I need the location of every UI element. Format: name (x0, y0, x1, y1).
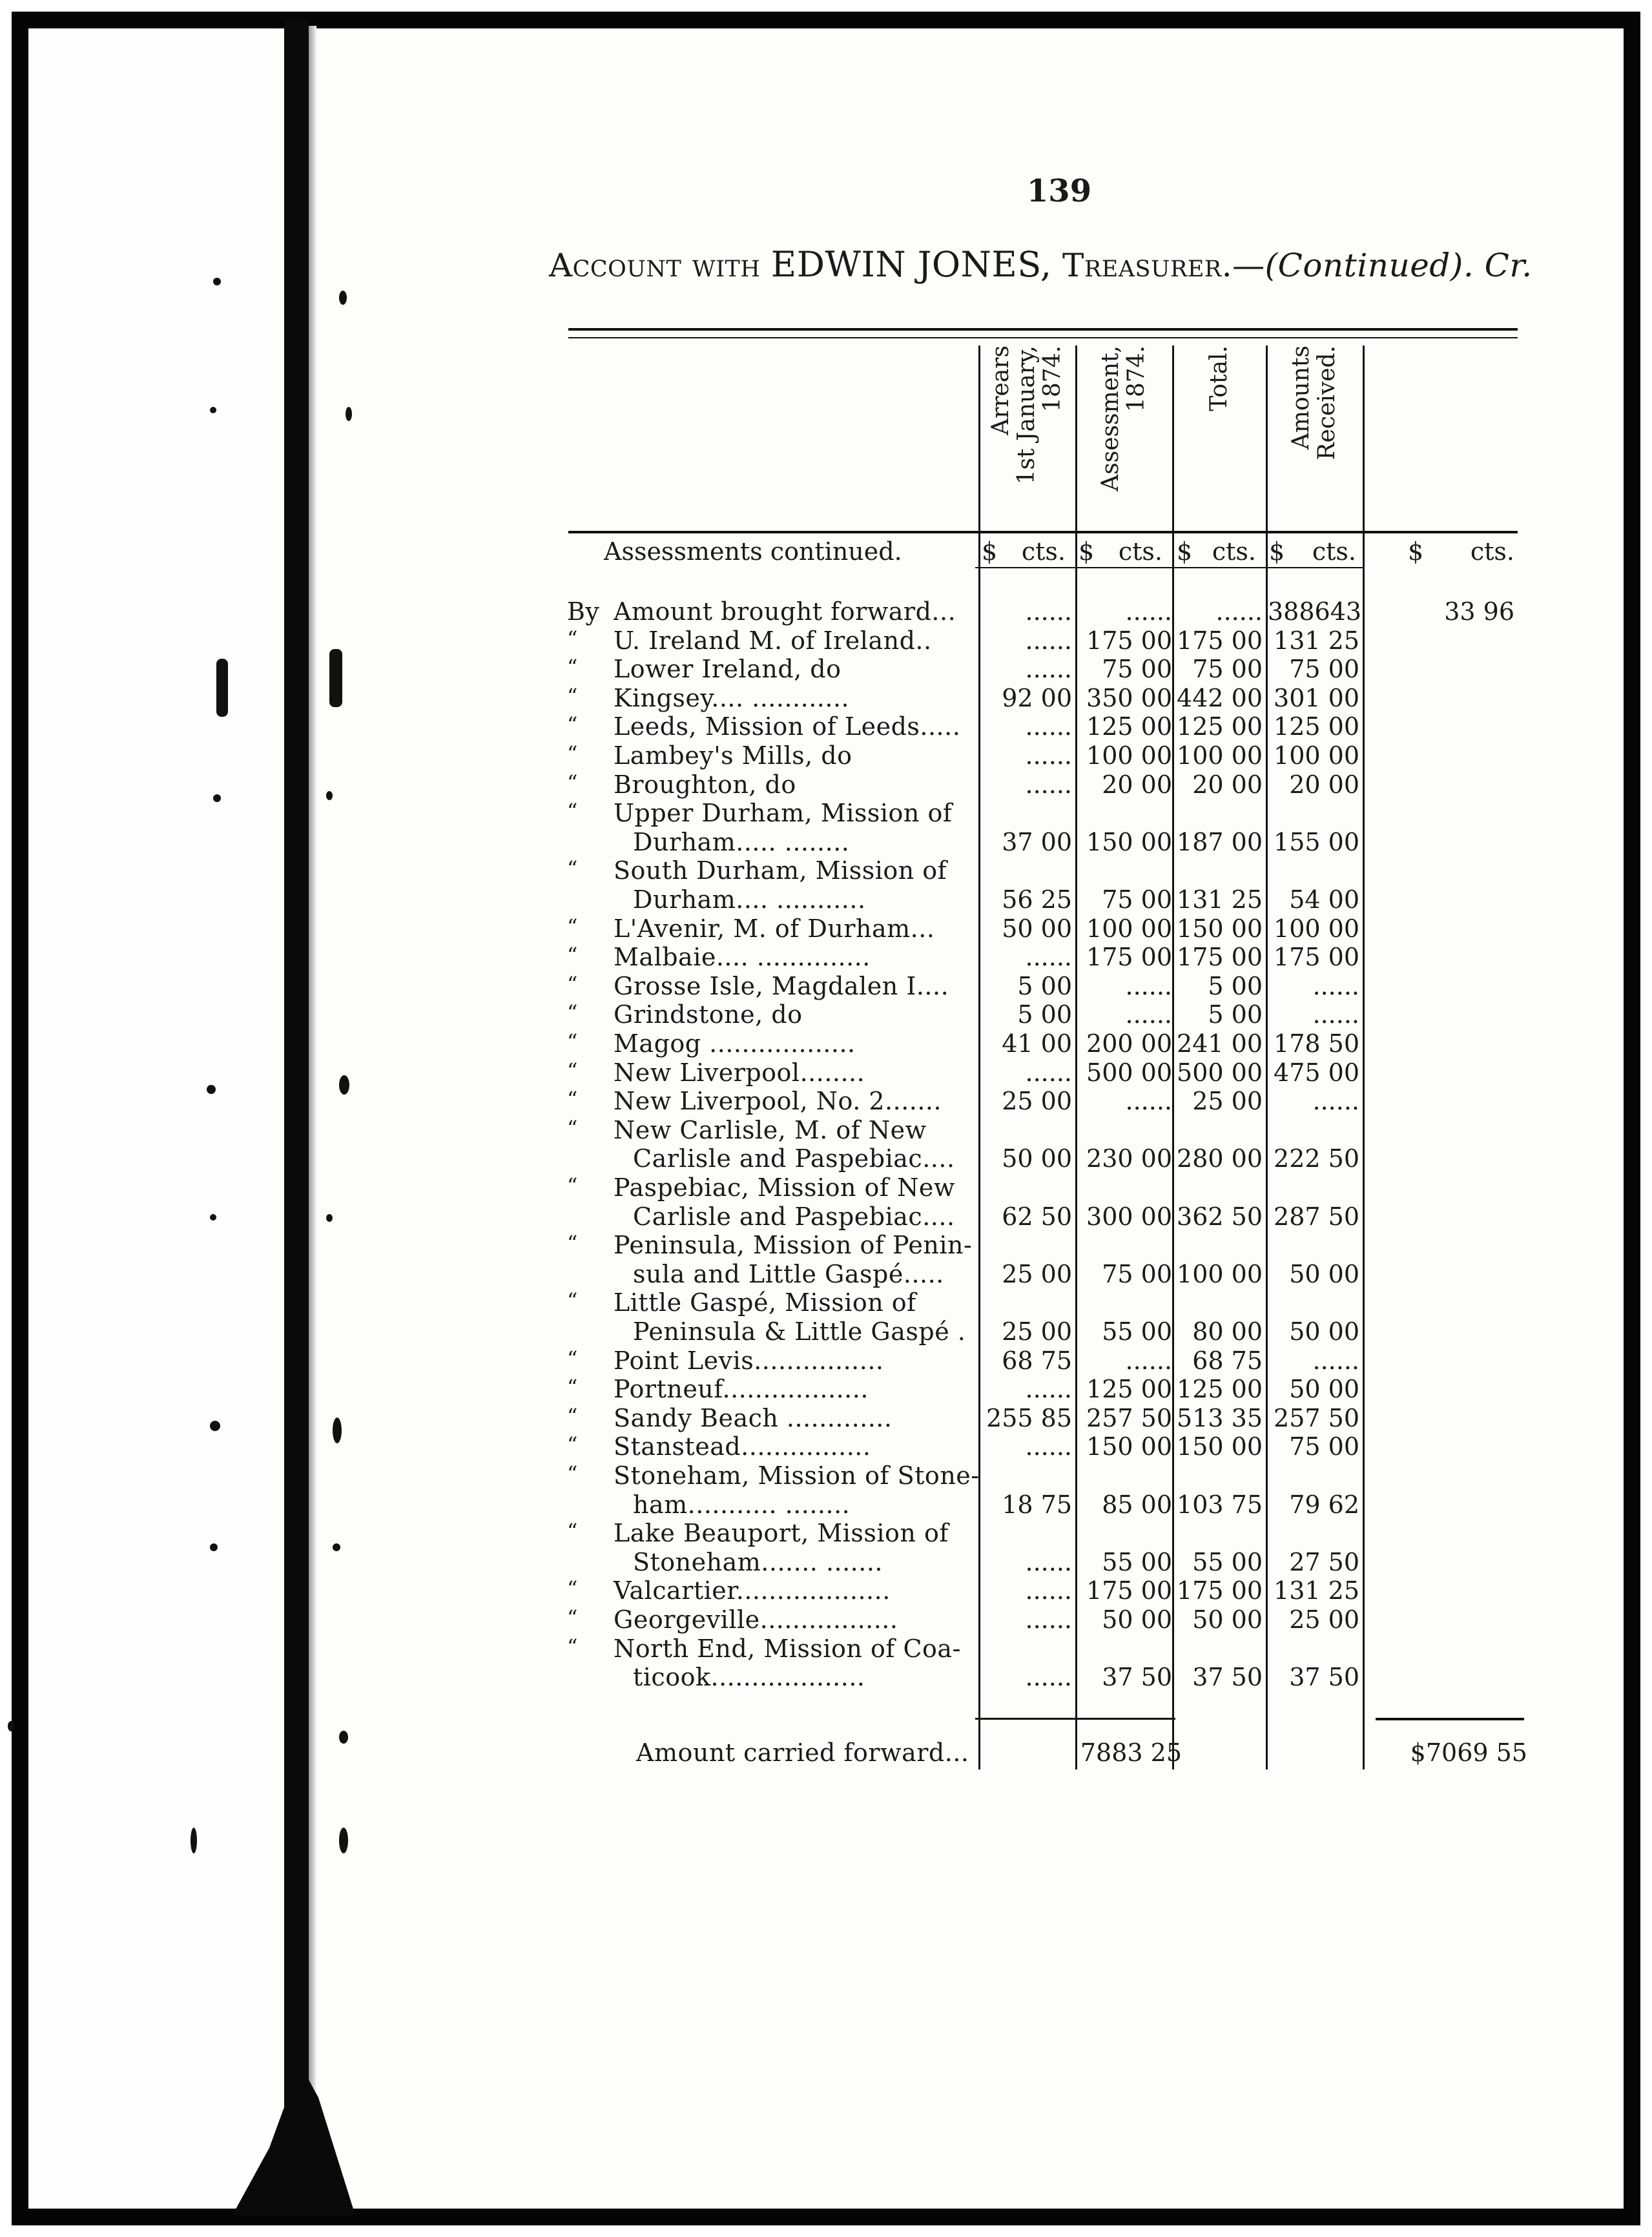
row-label: Stoneham, Mission of Stone- (614, 1461, 980, 1490)
row-label: sula and Little Gaspé..... (633, 1259, 944, 1288)
row-received-value: 50 00 (1289, 1375, 1359, 1404)
heading-prefix: Account with (549, 247, 761, 284)
row-label: Magog .................. (614, 1029, 856, 1058)
row-arrears-value: ...... (1025, 626, 1072, 655)
ink-mark (339, 1828, 348, 1853)
row-prefix: “ (567, 1605, 578, 1630)
ink-mark (213, 794, 221, 802)
row-prefix: “ (567, 943, 578, 968)
row-total-value: 25 00 (1192, 1087, 1263, 1116)
heading-name: EDWIN JONES, (770, 244, 1052, 285)
row-label: Lake Beauport, Mission of (614, 1519, 949, 1548)
ink-mark (346, 407, 352, 421)
row-received-value: 100 00 (1274, 741, 1359, 770)
row-label: South Durham, Mission of (614, 856, 947, 885)
page-heading (549, 244, 1533, 285)
row-received-value: 155 00 (1274, 827, 1359, 856)
row-label: Malbaie.... .............. (614, 943, 871, 972)
row-received-value: ...... (1312, 1346, 1359, 1375)
row-assess-value: 75 00 (1102, 655, 1172, 684)
row-label: Little Gaspé, Mission of (614, 1288, 916, 1317)
row-arrears-value: 41 00 (1002, 1029, 1072, 1058)
row-label: Sandy Beach ............. (614, 1403, 893, 1432)
currency-label: cts. (1118, 537, 1162, 566)
row-label: Durham..... ........ (633, 827, 850, 856)
row-label: New Liverpool........ (614, 1058, 865, 1087)
row-assess-value: 230 00 (1086, 1144, 1172, 1173)
currency-label: $ (1177, 537, 1193, 566)
row-label: Kingsey.... ............ (614, 683, 850, 712)
row-arrears-value: ...... (1025, 1432, 1072, 1461)
currency-label: cts. (1021, 537, 1066, 566)
row-label: Point Levis................ (614, 1346, 884, 1375)
row-arrears-value: 50 00 (1002, 1144, 1072, 1173)
row-assess-value: 37 50 (1102, 1663, 1172, 1692)
row-assess-value: 55 00 (1102, 1547, 1172, 1576)
row-label: Portneuf.................. (614, 1375, 869, 1404)
row-label: Lower Ireland, do (614, 655, 841, 684)
row-arrears-value: 255 85 (986, 1403, 1072, 1432)
row-arrears-value: 5 00 (1017, 971, 1072, 1000)
row-prefix: “ (567, 914, 578, 939)
row-arrears-value: ...... (1025, 741, 1072, 770)
row-received-value: 222 50 (1274, 1144, 1359, 1173)
row-prefix: “ (567, 1346, 578, 1371)
row-assess-value: 125 00 (1086, 712, 1172, 741)
ink-mark (339, 291, 347, 305)
row-arrears-value: 68 75 (1002, 1346, 1072, 1375)
footer-label: Amount carried forward... (636, 1738, 969, 1767)
row-assess-value: 55 00 (1102, 1317, 1172, 1346)
row-total-value: 100 00 (1177, 741, 1263, 770)
row-prefix: “ (567, 655, 578, 680)
row-assess-value: 150 00 (1086, 827, 1172, 856)
row-assess-value: 300 00 (1086, 1202, 1172, 1231)
row-total-value: 125 00 (1177, 712, 1263, 741)
row-label: Peninsula & Little Gaspé . (633, 1317, 966, 1346)
ink-mark (326, 1214, 333, 1222)
ink-mark (213, 278, 221, 285)
row-total-value: 125 00 (1177, 1375, 1263, 1404)
row-prefix: By (567, 597, 600, 626)
row-assess-value: 75 00 (1102, 885, 1172, 914)
row-prefix: “ (567, 856, 578, 881)
column-header: Total. (1206, 345, 1232, 411)
currency-label: $ (1408, 537, 1424, 566)
ink-mark (339, 1075, 349, 1095)
heading-suffix: —(Continued). Cr. (1232, 247, 1533, 284)
ink-mark (210, 1214, 216, 1221)
row-total-value: 500 00 (1177, 1058, 1263, 1087)
row-assess-value: 125 00 (1086, 1375, 1172, 1404)
row-prefix: “ (567, 1087, 578, 1112)
ink-mark (210, 407, 216, 413)
row-prefix: “ (567, 799, 578, 824)
ink-mark (8, 1721, 14, 1731)
row-arrears-value: ...... (1025, 1547, 1072, 1576)
row-total-value: 513 35 (1177, 1403, 1263, 1432)
row-assess-value: ...... (1125, 1000, 1172, 1029)
row-extra-value: 33 96 (1444, 597, 1514, 626)
ink-mark (333, 1543, 340, 1551)
row-assess-value: 150 00 (1086, 1432, 1172, 1461)
row-assess-value: 500 00 (1086, 1058, 1172, 1087)
row-prefix: “ (567, 1115, 578, 1140)
row-assess-value: 175 00 (1086, 626, 1172, 655)
section-label: Assessments continued. (604, 537, 902, 566)
row-arrears-value: 25 00 (1002, 1317, 1072, 1346)
row-label: Leeds, Mission of Leeds..... (614, 712, 961, 741)
row-assess-value: 100 00 (1086, 914, 1172, 943)
row-label: L'Avenir, M. of Durham... (614, 914, 935, 943)
column-header: Assessment, 1874. (1097, 345, 1150, 491)
row-arrears-value: 5 00 (1017, 1000, 1072, 1029)
ink-mark (333, 1417, 342, 1443)
ink-mark (210, 1421, 220, 1431)
row-label: New Liverpool, No. 2....... (614, 1087, 942, 1116)
row-total-value: 362 50 (1177, 1202, 1263, 1231)
row-prefix: “ (567, 1288, 578, 1314)
row-prefix: “ (567, 1576, 578, 1602)
row-assess-value: 175 00 (1086, 1576, 1172, 1605)
row-received-value: 178 50 (1274, 1029, 1359, 1058)
column-header: Amounts Received. (1288, 345, 1340, 460)
row-received-value: 125 00 (1274, 712, 1359, 741)
currency-label: cts. (1212, 537, 1256, 566)
ink-mark (191, 1828, 197, 1853)
row-total-value: 442 00 (1177, 683, 1263, 712)
currency-label: $ (982, 537, 998, 566)
row-prefix: “ (567, 1173, 578, 1198)
row-total-value: 175 00 (1177, 1576, 1263, 1605)
row-assess-value: ...... (1125, 1346, 1172, 1375)
row-prefix: “ (567, 683, 578, 708)
row-total-value: 5 00 (1208, 971, 1263, 1000)
row-total-value: 175 00 (1177, 943, 1263, 972)
row-received-value: 79 62 (1289, 1490, 1359, 1519)
gutter-shadow (309, 26, 316, 2209)
row-label: New Carlisle, M. of New (614, 1115, 927, 1144)
ink-mark (329, 649, 342, 707)
row-label: Upper Durham, Mission of (614, 799, 953, 828)
row-received-value: ...... (1312, 971, 1359, 1000)
footer-rule (975, 1718, 1175, 1720)
row-total-value: 50 00 (1192, 1605, 1263, 1634)
row-total-value: 175 00 (1177, 626, 1263, 655)
row-assess-value: 200 00 (1086, 1029, 1172, 1058)
row-prefix: “ (567, 770, 578, 795)
row-label: ham........... ........ (633, 1490, 851, 1519)
row-prefix: “ (567, 1634, 578, 1659)
row-label: Stoneham....... ....... (633, 1547, 883, 1576)
row-label: Grindstone, do (614, 1000, 803, 1029)
top-rule (568, 328, 1518, 331)
row-prefix: “ (567, 626, 578, 651)
row-arrears-value: 37 00 (1002, 827, 1072, 856)
row-arrears-value: 62 50 (1002, 1202, 1072, 1231)
row-total-value: 100 00 (1177, 1259, 1263, 1288)
row-received-value: ...... (1312, 1000, 1359, 1029)
row-prefix: “ (567, 1461, 578, 1486)
row-received-value: 100 00 (1274, 914, 1359, 943)
row-assess-value: 350 00 (1086, 683, 1172, 712)
footer-extra-total: $7069 55 (1410, 1738, 1527, 1767)
row-arrears-value: ...... (1025, 1576, 1072, 1605)
row-arrears-value: ...... (1025, 770, 1072, 799)
row-prefix: “ (567, 741, 578, 766)
page-number: 139 (1026, 173, 1092, 209)
row-received-value: 475 00 (1274, 1058, 1359, 1087)
row-received-value: 175 00 (1274, 943, 1359, 972)
row-arrears-value: 25 00 (1002, 1087, 1072, 1116)
row-assess-value: 257 50 (1086, 1403, 1172, 1432)
row-label: Amount brought forward... (614, 597, 956, 626)
row-received-value: 50 00 (1289, 1317, 1359, 1346)
row-label: Lambey's Mills, do (614, 741, 852, 770)
row-prefix: “ (567, 1058, 578, 1083)
row-prefix: “ (567, 1375, 578, 1400)
row-label: Grosse Isle, Magdalen I.... (614, 971, 949, 1000)
row-arrears-value: 25 00 (1002, 1259, 1072, 1288)
row-total-value: 280 00 (1177, 1144, 1263, 1173)
row-received-value: 37 50 (1289, 1663, 1359, 1692)
row-total-value: 131 25 (1177, 885, 1263, 914)
row-total-value: 20 00 (1192, 770, 1263, 799)
row-received-value: 20 00 (1289, 770, 1359, 799)
row-assess-value: 75 00 (1102, 1259, 1172, 1288)
row-assess-value: ...... (1125, 597, 1172, 626)
row-arrears-value: ...... (1025, 597, 1072, 626)
row-prefix: “ (567, 1231, 578, 1256)
top-rule-thin (568, 337, 1518, 338)
ink-mark (210, 1543, 218, 1551)
currency-label: cts. (1470, 537, 1514, 566)
row-received-value: 27 50 (1289, 1547, 1359, 1576)
row-total-value: 80 00 (1192, 1317, 1263, 1346)
row-label: Carlisle and Paspebiac.... (633, 1144, 955, 1173)
row-prefix: “ (567, 971, 578, 996)
footer-rule-right (1376, 1718, 1524, 1720)
book-gutter (284, 19, 309, 2215)
row-label: Peninsula, Mission of Penin- (614, 1231, 973, 1260)
row-assess-value: 175 00 (1086, 943, 1172, 972)
row-total-value: 68 75 (1192, 1346, 1263, 1375)
row-prefix: “ (567, 712, 578, 737)
row-arrears-value: ...... (1025, 1605, 1072, 1634)
row-total-value: 150 00 (1177, 1432, 1263, 1461)
row-label: North End, Mission of Coa- (614, 1634, 961, 1663)
column-rule (1075, 345, 1077, 1769)
column-header: Arrears 1st January, 1874. (987, 345, 1066, 485)
left-page-edge (28, 28, 276, 2209)
row-prefix: “ (567, 1000, 578, 1026)
row-received-value: 257 50 (1274, 1403, 1359, 1432)
ink-mark (207, 1085, 216, 1094)
row-assess-value: 20 00 (1102, 770, 1172, 799)
row-received-value: ...... (1312, 1087, 1359, 1116)
row-label: Georgeville................. (614, 1605, 898, 1634)
row-received-value: 25 00 (1289, 1605, 1359, 1634)
row-arrears-value: ...... (1025, 1058, 1072, 1087)
row-received-value: 301 00 (1274, 683, 1359, 712)
row-total-value: 241 00 (1177, 1029, 1263, 1058)
ink-mark (326, 791, 333, 800)
currency-rule (975, 567, 1363, 568)
row-received-value: 388643 (1268, 597, 1362, 626)
row-arrears-value: 56 25 (1002, 885, 1072, 914)
row-label: Stanstead................ (614, 1432, 871, 1461)
row-arrears-value: ...... (1025, 655, 1072, 684)
row-received-value: 131 25 (1274, 626, 1359, 655)
row-label: Carlisle and Paspebiac.... (633, 1202, 955, 1231)
ink-mark (339, 1731, 348, 1744)
row-received-value: 54 00 (1289, 885, 1359, 914)
row-total-value: 75 00 (1192, 655, 1263, 684)
row-arrears-value: ...... (1025, 1375, 1072, 1404)
header-rule (568, 531, 1518, 533)
heading-role: Treasurer. (1062, 247, 1233, 284)
row-assess-value: 100 00 (1086, 741, 1172, 770)
footer-assess-total: 7883 25 (1080, 1738, 1182, 1767)
row-total-value: 37 50 (1192, 1663, 1263, 1692)
ink-mark (216, 659, 228, 717)
column-rule (1363, 345, 1365, 1769)
row-label: Broughton, do (614, 770, 796, 799)
currency-label: cts. (1312, 537, 1356, 566)
row-arrears-value: 18 75 (1002, 1490, 1072, 1519)
row-total-value: 103 75 (1177, 1490, 1263, 1519)
row-label: ticook................... (633, 1663, 865, 1692)
row-arrears-value: ...... (1025, 712, 1072, 741)
row-prefix: “ (567, 1519, 578, 1544)
row-arrears-value: ...... (1025, 1663, 1072, 1692)
row-arrears-value: ...... (1025, 943, 1072, 972)
row-received-value: 50 00 (1289, 1259, 1359, 1288)
row-label: Valcartier................... (614, 1576, 891, 1605)
currency-label: $ (1269, 537, 1285, 566)
row-label: Paspebiac, Mission of New (614, 1173, 955, 1202)
currency-label: $ (1079, 537, 1095, 566)
row-prefix: “ (567, 1432, 578, 1458)
row-arrears-value: 50 00 (1002, 914, 1072, 943)
row-assess-value: 85 00 (1102, 1490, 1172, 1519)
row-received-value: 75 00 (1289, 655, 1359, 684)
row-received-value: 75 00 (1289, 1432, 1359, 1461)
row-total-value: 187 00 (1177, 827, 1263, 856)
row-total-value: 5 00 (1208, 1000, 1263, 1029)
row-assess-value: ...... (1125, 971, 1172, 1000)
row-label: U. Ireland M. of Ireland.. (614, 626, 932, 655)
row-total-value: 55 00 (1192, 1547, 1263, 1576)
row-total-value: 150 00 (1177, 914, 1263, 943)
row-prefix: “ (567, 1403, 578, 1428)
row-total-value: ...... (1215, 597, 1263, 626)
row-assess-value: 50 00 (1102, 1605, 1172, 1634)
row-received-value: 131 25 (1274, 1576, 1359, 1605)
row-arrears-value: 92 00 (1002, 683, 1072, 712)
row-assess-value: ...... (1125, 1087, 1172, 1116)
row-received-value: 287 50 (1274, 1202, 1359, 1231)
row-label: Durham.... ........... (633, 885, 866, 914)
row-prefix: “ (567, 1029, 578, 1054)
